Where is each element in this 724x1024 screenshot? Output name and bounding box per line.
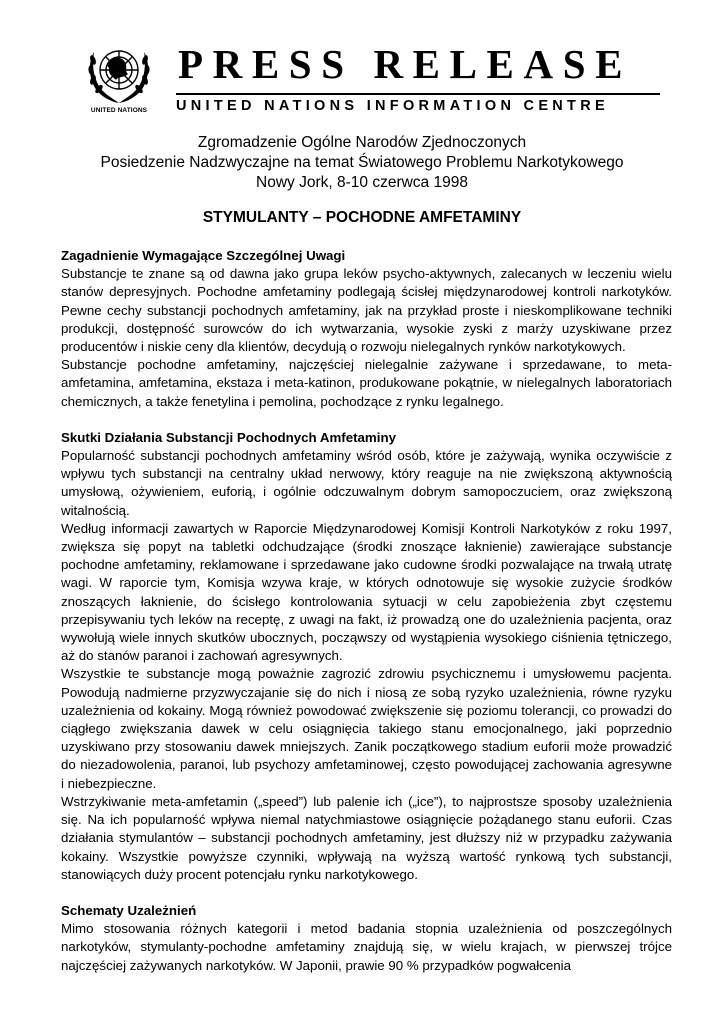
logo-caption: UNITED NATIONS	[90, 107, 148, 114]
paragraph: Mimo stosowania różnych kategorii i metod badania stopnia uzależnienia od poszczególnych narkotyków, stymulanty-pochodne amfetaminy znajdują się, w wielu krajach, w pierwszej trójce najczęściej zażywanych narkotyków. W Japonii, prawie 90 % przypadków pogwałcenia	[61, 921, 672, 973]
section-spacer	[61, 411, 672, 429]
conference-line-3: Nowy Jork, 8-10 czerwca 1998	[256, 174, 468, 191]
paragraph: Wszystkie te substancje mogą poważnie zagrozić zdrowiu psychicznemu i umysłowemu pacjenta. Powodują nadmierne przyzwyczajanie się do nich i niosą ze sobą ryzyko uzależnienia, równe ryzyku uzależnienia od kokainy. Mogą również powodować zwiększenie się poziomu tolerancji, co prowadzi do ciągłego zwiększania dawek w celu osiągnięcia takiego stanu emocjonalnego, jaki poprzednio uzyskiwano przy stosowaniu dawek mniejszych. Zanik początkowego stadium euforii może prowadzić do niezadowolenia, paranoi, lub psychozy amfetaminowej, często powodującej zachowania agresywne i niebezpieczne.	[61, 666, 672, 791]
header-divider	[176, 93, 660, 95]
press-release-header	[0, 0, 724, 130]
paragraph: Według informacji zawartych w Raporcie Międzynarodowej Komisji Kontroli Narkotyków z roku 1997, zwiększa się popyt na tabletki odchudzające (środki znoszące łaknienie) zawierające substancje pochodne amfetaminy, reklamowane i sprzedawane jako cudowne środki pozwalające na trwałą utratę wagi. W raporcie tym, Komisja wzywa kraje, w których odnotowuje się wysokie zużycie środków znoszących łaknienie, do ścisłego kontrolowania sytuacji w celu zapobieżenia zbyt częstemu przepisywaniu tych leków na receptę, z uwagi na fakt, iż prowadzą one do uzależnienia pacjenta, oraz wywołują wiele innych skutków ubocznych, począwszy od wystąpienia wysokiego ciśnienia tętniczego, aż do stanów paranoi i zachowań agresywnych.	[61, 520, 672, 664]
document-title: STYMULANTY – POCHODNE AMFETAMINY	[202, 209, 522, 226]
conference-info	[0, 133, 724, 193]
un-emblem-icon	[84, 40, 154, 106]
section-title: Zagadnienie Wymagające Szczególnej Uwagi	[61, 248, 346, 263]
conference-line-2: Posiedzenie Nadzwyczajne na temat Światowego Problemu Narkotykowego	[100, 154, 624, 171]
conference-line-1: Zgromadzenie Ogólne Narodów Zjednoczonych	[197, 134, 527, 151]
paragraph: Substancje pochodne amfetaminy, najczęściej nielegalnie zażywane i sprzedawane, to meta-amfetamina, amfetamina, ekstaza i meta-katinon, produkowane pokątnie, w nielegalnych laboratoriach chemicznych, a także fenetylina i pemolina, pochodzące z rynku legalnego.	[61, 357, 672, 409]
section-title: Schematy Uzależnień	[61, 902, 197, 918]
un-logo	[80, 40, 158, 120]
paragraph: Substancje te znane są od dawna jako grupa leków psycho-aktywnych, zalecanych w leczeniu wielu stanów depresyjnych. Pochodne amfetaminy podlegają ścisłej międzynarodowej kontroli narkotyków. Pewne cechy substancji pochodnych amfetaminy, jak na przykład proste i nieskomplikowane techniki produkcji, dostępność surowców do ich wytwarzania, wysokie zyski z marży uzyskiwane przez producentów i niskie ceny dla klientów, decydują o rozwoju nielegalnych rynków narkotykowych.	[61, 266, 672, 355]
paragraph: Wstrzykiwanie meta-amfetamin („speed”) lub palenie ich („ice”), to najprostsze sposoby uzależnienia się. Na ich popularność wpływa niemal natychmiastowe osiągnięcie pożądanego stanu euforii. Czas działania stymulantów – substancji pochodnych amfetaminy, jest dłuższy niż w przypadku zażywania kokainy. Wszystkie powyższe czynniki, wpływają na wyższą wartość rynkową tych substancji, stanowiących duży procent potencjału rynku narkotykowego.	[61, 793, 672, 882]
paragraph: Popularność substancji pochodnych amfetaminy wśród osób, które je zażywają, wynika oczywiście z wpływu tych substancji na centralny układ nerwowy, który reaguje na nie zwiększoną aktywnością umysłową, ożywieniem, euforią, i ogólnie odczuwalnym dobrym samopoczuciem, oraz zwiększoną witalnością.	[61, 448, 672, 518]
document-body	[61, 247, 672, 975]
section-title: Skutki Działania Substancji Pochodnych Amfetaminy	[61, 429, 396, 445]
press-release-title: PRESS RELEASE	[178, 41, 633, 87]
press-release-subtitle: UNITED NATIONS INFORMATION CENTRE	[176, 98, 609, 114]
section-spacer	[61, 884, 672, 902]
